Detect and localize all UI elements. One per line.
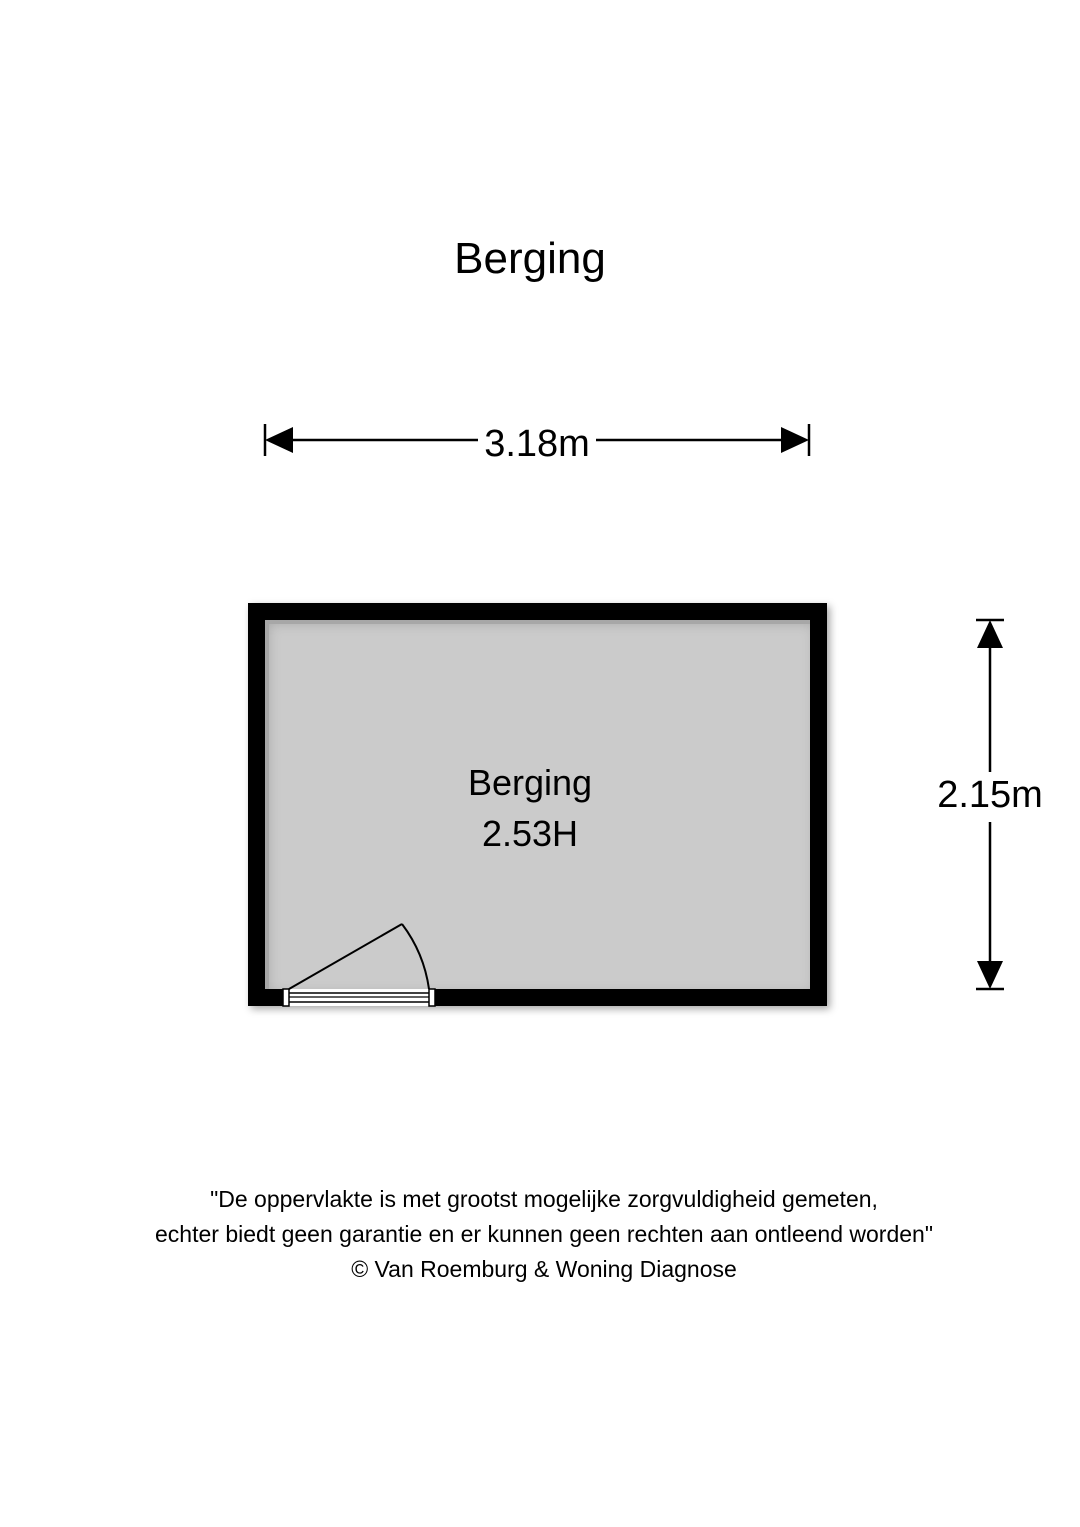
- arrow-left-icon: [265, 427, 293, 453]
- page-title: Berging: [454, 234, 606, 283]
- height-dimension-label: 2.15m: [937, 774, 1043, 817]
- copyright-notice: © Van Roemburg & Woning Diagnose: [351, 1256, 737, 1282]
- arrow-up-icon: [977, 620, 1003, 648]
- room-name: Berging: [467, 762, 593, 803]
- arrow-right-icon: [781, 427, 809, 453]
- door-frame-left: [283, 989, 289, 1006]
- width-dimension-label: 3.18m: [484, 423, 590, 466]
- room-ceiling-height: 2.53H: [481, 813, 579, 854]
- width-dimension: [265, 423, 809, 465]
- room-berging: [248, 603, 827, 1006]
- arrow-down-icon: [977, 961, 1003, 989]
- disclaimer: [0, 1182, 1080, 1287]
- disclaimer-line-1: "De oppervlakte is met grootst mogelijke zorgvuldigheid gemeten,: [210, 1186, 878, 1212]
- disclaimer-line-2: echter biedt geen garantie en er kunnen geen rechten aan ontleend worden": [155, 1221, 933, 1247]
- room-floor: [265, 620, 810, 989]
- height-dimension: [937, 620, 1043, 989]
- door-frame-right: [429, 989, 435, 1006]
